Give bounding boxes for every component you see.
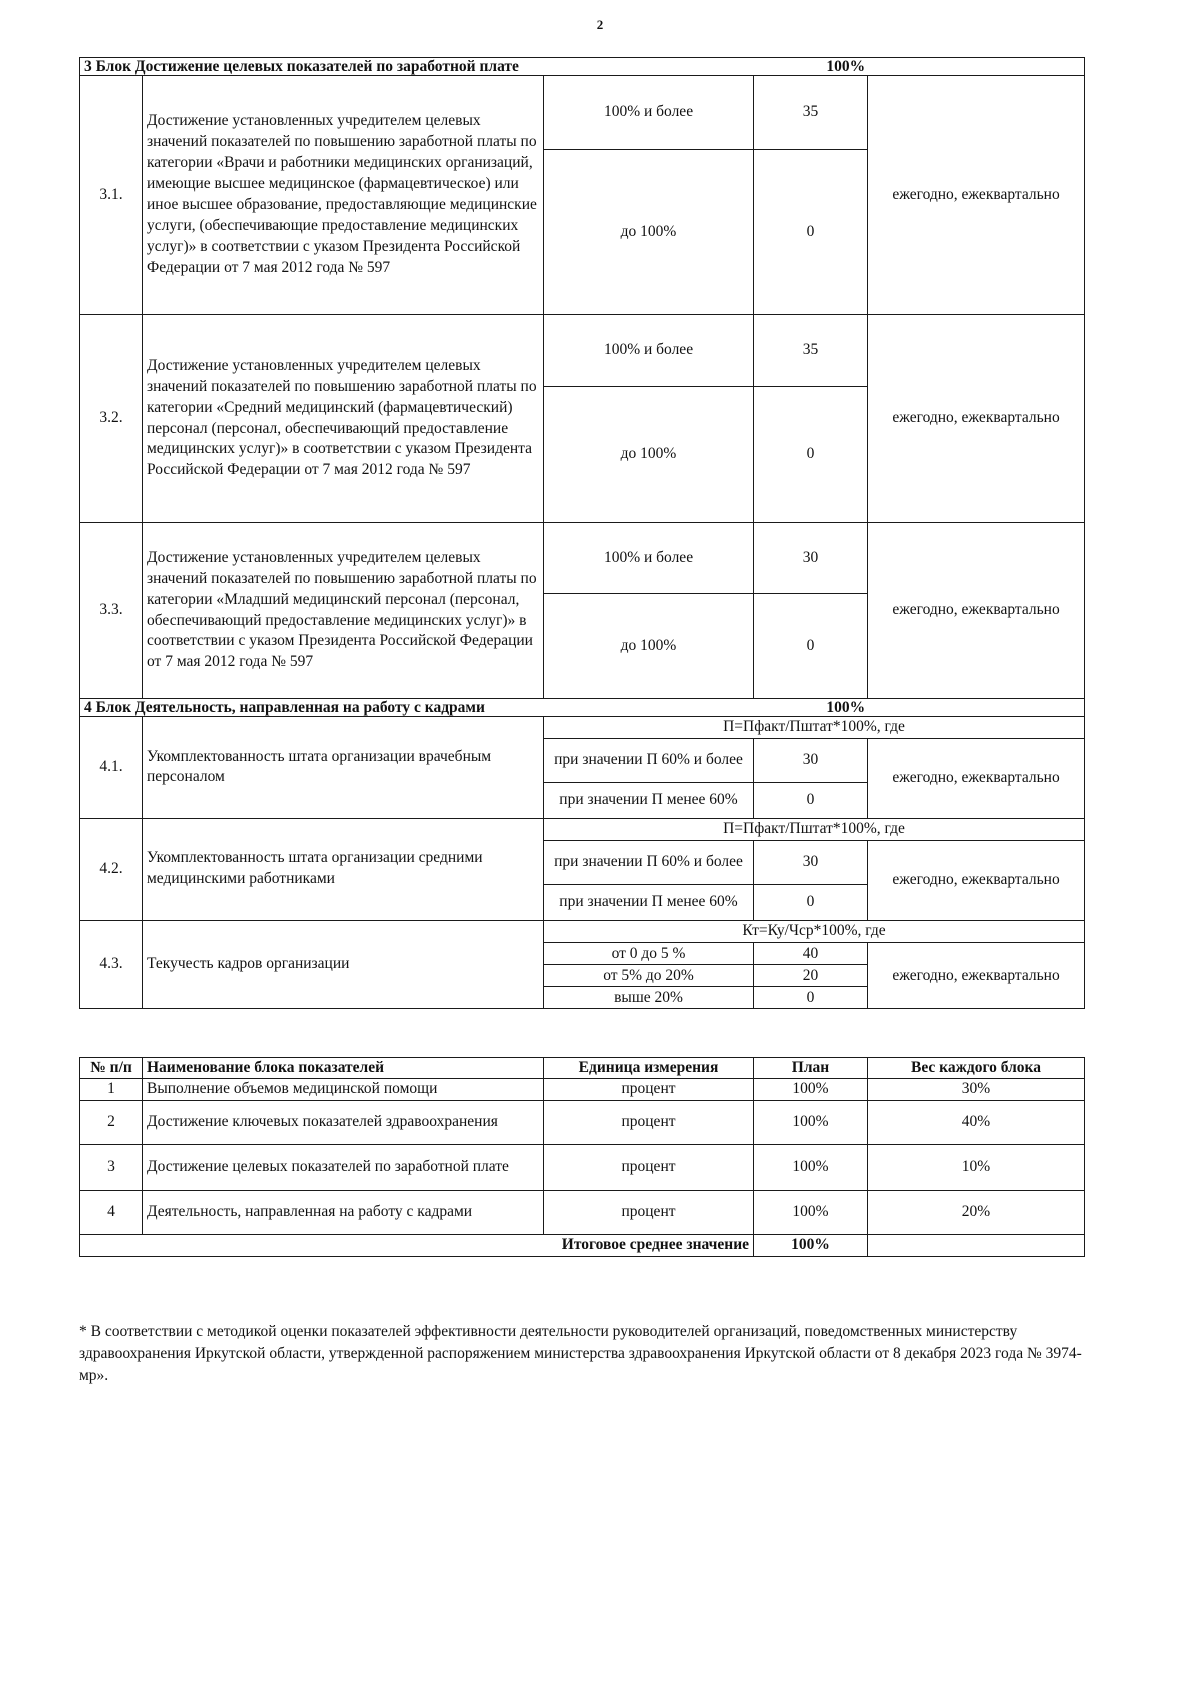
- block4-header: 4 Блок Деятельность, направленная на работу с кадрами: [80, 699, 754, 717]
- condition: при значении П 60% и более: [544, 738, 754, 782]
- weight: 20%: [868, 1191, 1085, 1235]
- unit: процент: [544, 1101, 754, 1145]
- period: ежегодно, ежеквартально: [868, 738, 1085, 818]
- score: 30: [754, 523, 868, 594]
- indicator-text: Укомплектованность штата организации врачебным персоналом: [143, 717, 544, 819]
- condition: от 5% до 20%: [544, 964, 754, 986]
- column-header: Наименование блока показателей: [143, 1058, 544, 1079]
- condition: при значении П 60% и более: [544, 840, 754, 884]
- total-value: 100%: [754, 1235, 868, 1257]
- weight: 10%: [868, 1145, 1085, 1191]
- weight: 40%: [868, 1101, 1085, 1145]
- formula: П=Пфакт/Пштат*100%, где: [544, 818, 1085, 840]
- period: ежегодно, ежеквартально: [868, 315, 1085, 523]
- unit: процент: [544, 1079, 754, 1101]
- score: 0: [754, 782, 868, 818]
- score: 0: [754, 150, 868, 315]
- table-row: [80, 920, 1085, 942]
- page-number: 2: [596, 17, 604, 32]
- row-number: 1: [80, 1079, 143, 1101]
- score: 0: [754, 594, 868, 699]
- condition: от 0 до 5 %: [544, 942, 754, 964]
- table-row: [80, 1079, 1085, 1101]
- column-header: План: [754, 1058, 868, 1079]
- total-label: Итоговое среднее значение: [80, 1235, 754, 1257]
- weight: 30%: [868, 1079, 1085, 1101]
- plan: 100%: [754, 1079, 868, 1101]
- table-row: [80, 1101, 1085, 1145]
- table-row: [80, 717, 1085, 739]
- total-row: [80, 1235, 1085, 1257]
- summary-table: [79, 1057, 1085, 1257]
- row-number: 4.3.: [80, 920, 143, 1008]
- indicator-text: Укомплектованность штата организации средними медицинскими работниками: [143, 818, 544, 920]
- row-number: 3.3.: [80, 523, 143, 699]
- row-number: 4.1.: [80, 717, 143, 819]
- row-number: 4: [80, 1191, 143, 1235]
- condition: выше 20%: [544, 986, 754, 1008]
- plan: 100%: [754, 1145, 868, 1191]
- formula: Кт=Ку/Чср*100%, где: [544, 920, 1085, 942]
- block-name: Деятельность, направленная на работу с кадрами: [143, 1191, 544, 1235]
- row-number: 3.2.: [80, 315, 143, 523]
- condition: при значении П менее 60%: [544, 884, 754, 920]
- block3-header-row: [80, 58, 1085, 76]
- table-row: [80, 523, 1085, 594]
- period: ежегодно, ежеквартально: [868, 76, 1085, 315]
- row-number: 2: [80, 1101, 143, 1145]
- footnote: * В соответствии с методикой оценки показателей эффективности деятельности руководителей организаций, поведомственных министерству здравоохранения Иркутской области, утвержденной распоряжением министерства здравоохранения Иркутской области от 8 декабря 2023 года № 3974-мр».: [79, 1323, 1082, 1384]
- block-name: Достижение ключевых показателей здравоохранения: [143, 1101, 544, 1145]
- score: 35: [754, 315, 868, 387]
- period: ежегодно, ежеквартально: [868, 523, 1085, 699]
- table-row: [80, 76, 1085, 150]
- condition: 100% и более: [544, 76, 754, 150]
- formula: П=Пфакт/Пштат*100%, где: [544, 717, 1085, 739]
- condition: до 100%: [544, 150, 754, 315]
- block4-header-row: [80, 699, 1085, 717]
- condition: до 100%: [544, 594, 754, 699]
- period: ежегодно, ежеквартально: [868, 840, 1085, 920]
- column-header: Единица измерения: [544, 1058, 754, 1079]
- table-row: [80, 1145, 1085, 1191]
- indicator-text: Текучесть кадров организации: [143, 920, 544, 1008]
- condition: 100% и более: [544, 315, 754, 387]
- score: 30: [754, 840, 868, 884]
- plan: 100%: [754, 1101, 868, 1145]
- plan: 100%: [754, 1191, 868, 1235]
- row-number: 4.2.: [80, 818, 143, 920]
- row-number: 3: [80, 1145, 143, 1191]
- block3-header: 3 Блок Достижение целевых показателей по заработной плате: [80, 58, 754, 76]
- score: 30: [754, 738, 868, 782]
- block3-percent: 100%: [754, 58, 1085, 76]
- block4-percent: 100%: [754, 699, 1085, 717]
- condition: 100% и более: [544, 523, 754, 594]
- indicator-text: Достижение установленных учредителем целевых значений показателей по повышению заработной платы по категории «Врачи и работники медицинских организаций, имеющие высшее медицинское (фармацевтическое) или иное высшее образование, предоставляющие медицинские услуги, (обеспечивающие предоставление медицинских услуг)» в соответствии с указом Президента Российской Федерации от 7 мая 2012 года № 597: [143, 76, 544, 315]
- score: 35: [754, 76, 868, 150]
- summary-header-row: [80, 1058, 1085, 1079]
- table-row: [80, 315, 1085, 387]
- indicator-text: Достижение установленных учредителем целевых значений показателей по повышению заработной платы по категории «Младший медицинский персонал (персонал, обеспечивающий предоставление медицинских услуг)» в соответствии с указом Президента Российской Федерации от 7 мая 2012 года № 597: [143, 523, 544, 699]
- period: ежегодно, ежеквартально: [868, 942, 1085, 1008]
- indicator-text: Достижение установленных учредителем целевых значений показателей по повышению заработной платы по категории «Средний медицинский (фармацевтический) персонал (персонал, обеспечивающий предоставление медицинских услуг)» в соответствии с указом Президента Российской Федерации от 7 мая 2012 года № 597: [143, 315, 544, 523]
- unit: процент: [544, 1191, 754, 1235]
- table-row: [80, 818, 1085, 840]
- block-name: Достижение целевых показателей по заработной плате: [143, 1145, 544, 1191]
- table-row: [80, 1191, 1085, 1235]
- condition: до 100%: [544, 387, 754, 523]
- block-name: Выполнение объемов медицинской помощи: [143, 1079, 544, 1101]
- column-header: № п/п: [80, 1058, 143, 1079]
- row-number: 3.1.: [80, 76, 143, 315]
- score: 0: [754, 387, 868, 523]
- score: 40: [754, 942, 868, 964]
- score: 0: [754, 884, 868, 920]
- indicators-table: [79, 57, 1085, 1009]
- unit: процент: [544, 1145, 754, 1191]
- score: 0: [754, 986, 868, 1008]
- score: 20: [754, 964, 868, 986]
- empty-cell: [868, 1235, 1085, 1257]
- condition: при значении П менее 60%: [544, 782, 754, 818]
- column-header: Вес каждого блока: [868, 1058, 1085, 1079]
